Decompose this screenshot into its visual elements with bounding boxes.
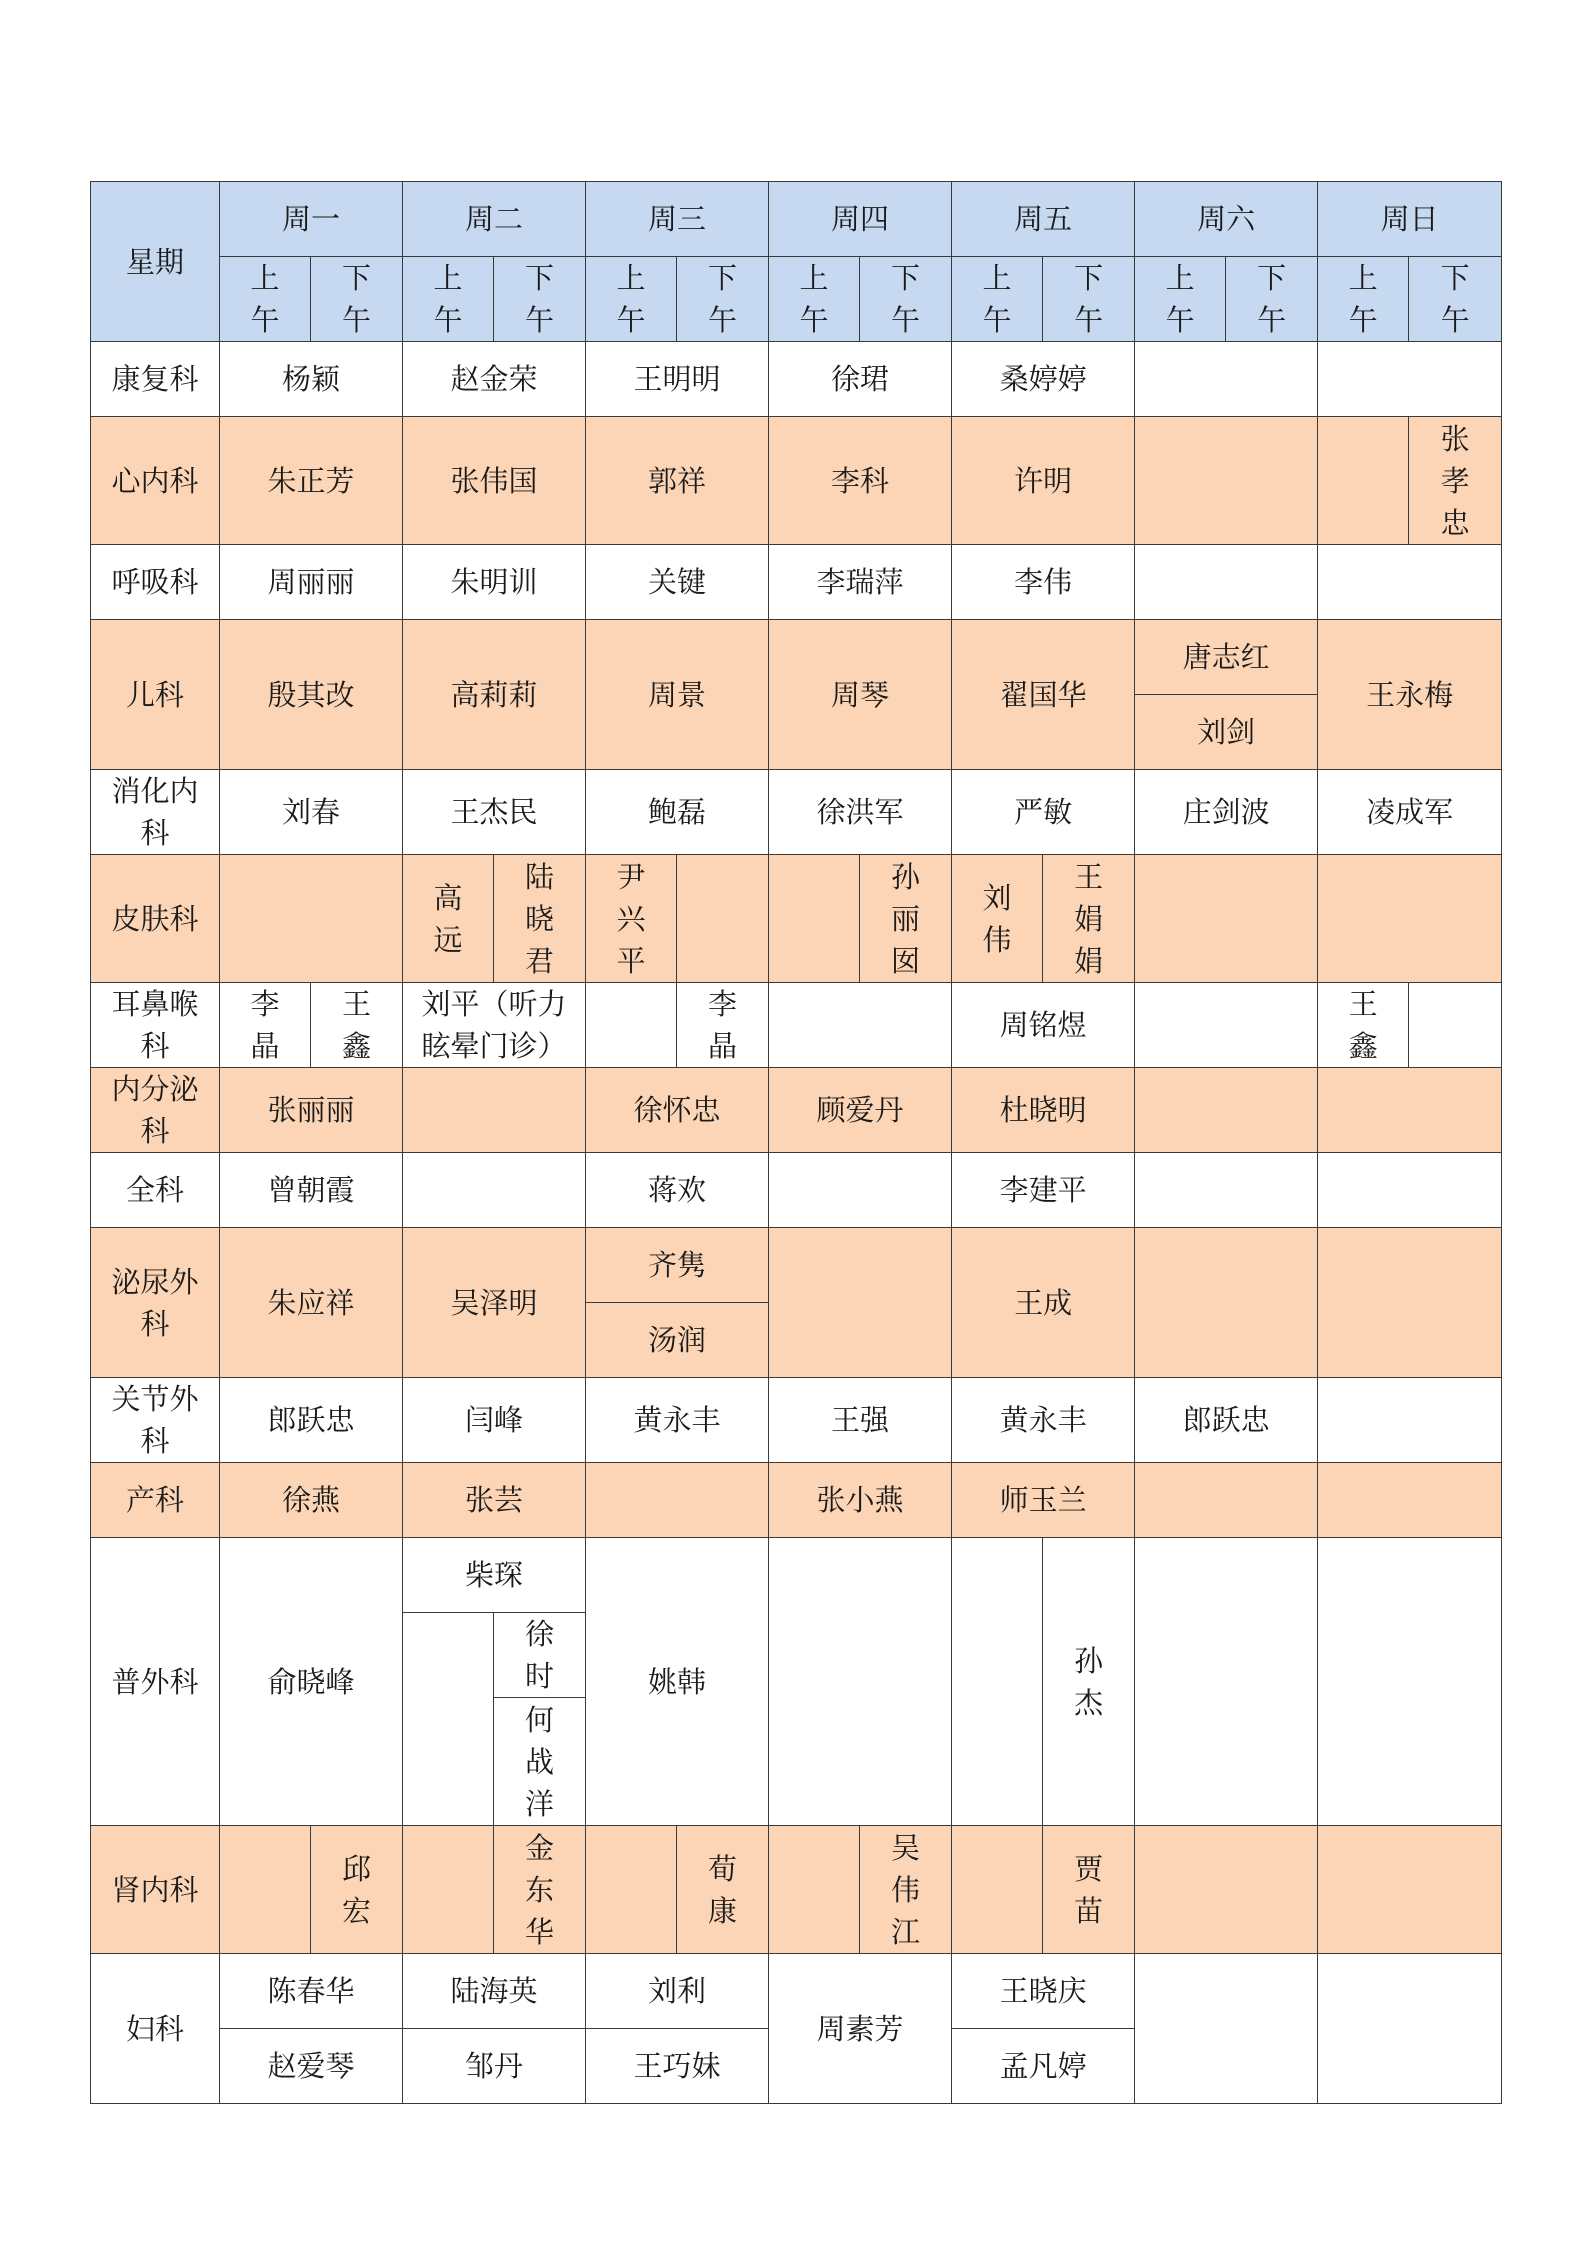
doctor-cell: 杨颖 xyxy=(220,342,403,417)
dept-name: 耳鼻喉 科 xyxy=(91,983,220,1068)
doctor-cell: 陈春华 xyxy=(220,1954,403,2029)
row-xiaohua xyxy=(91,770,1502,855)
doctor-cell: 陆 晓 君 xyxy=(494,855,586,983)
doctor-cell: 张 孝 忠 xyxy=(1409,417,1502,545)
empty-cell xyxy=(1318,1228,1502,1378)
doctor-cell: 齐隽 xyxy=(586,1228,769,1303)
doctor-cell: 荀 康 xyxy=(677,1826,769,1954)
empty-cell xyxy=(1135,1068,1318,1153)
doctor-cell: 刘 伟 xyxy=(952,855,1043,983)
doctor-cell: 孙 杰 xyxy=(1043,1538,1135,1826)
empty-cell xyxy=(769,1153,952,1228)
day-header-fri: 周五 xyxy=(952,182,1135,257)
empty-cell xyxy=(1135,1153,1318,1228)
empty-cell xyxy=(403,1153,586,1228)
row-fuke xyxy=(91,1954,1502,2029)
header-row-days xyxy=(91,182,1502,257)
empty-cell xyxy=(677,855,769,983)
doctor-cell: 周丽丽 xyxy=(220,545,403,620)
doctor-cell: 吴 伟 江 xyxy=(860,1826,952,1954)
doctor-cell: 周铭煜 xyxy=(952,983,1135,1068)
doctor-cell: 周素芳 xyxy=(769,1954,952,2104)
empty-cell xyxy=(403,1068,586,1153)
dept-name: 关节外 科 xyxy=(91,1378,220,1463)
doctor-cell: 张伟国 xyxy=(403,417,586,545)
header-row-halfday xyxy=(91,257,1502,342)
empty-cell xyxy=(1318,1068,1502,1153)
row-xinnei xyxy=(91,417,1502,545)
doctor-cell: 徐燕 xyxy=(220,1463,403,1538)
pm-label: 下 午 xyxy=(494,257,586,342)
doctor-cell: 桑婷婷 xyxy=(952,342,1135,417)
doctor-cell: 殷其改 xyxy=(220,620,403,770)
pm-label: 下 午 xyxy=(1409,257,1502,342)
doctor-cell: 王 娟 娟 xyxy=(1043,855,1135,983)
doctor-cell: 杜晓明 xyxy=(952,1068,1135,1153)
dept-name: 儿科 xyxy=(91,620,220,770)
empty-cell xyxy=(952,1826,1043,1954)
day-header-sat: 周六 xyxy=(1135,182,1318,257)
doctor-cell: 李 晶 xyxy=(677,983,769,1068)
dept-name: 内分泌 科 xyxy=(91,1068,220,1153)
empty-cell xyxy=(769,983,952,1068)
doctor-cell: 周琴 xyxy=(769,620,952,770)
doctor-cell: 刘利 xyxy=(586,1954,769,2029)
doctor-cell: 朱应祥 xyxy=(220,1228,403,1378)
empty-cell xyxy=(769,1228,952,1378)
doctor-cell: 刘平（听力 眩晕门诊） xyxy=(403,983,586,1068)
doctor-cell: 顾爱丹 xyxy=(769,1068,952,1153)
doctor-cell: 邱 宏 xyxy=(311,1826,403,1954)
doctor-cell: 王成 xyxy=(952,1228,1135,1378)
doctor-cell: 汤润 xyxy=(586,1303,769,1378)
doctor-cell: 孙 丽 囡 xyxy=(860,855,952,983)
dept-name: 妇科 xyxy=(91,1954,220,2104)
empty-cell xyxy=(1135,1538,1318,1826)
empty-cell xyxy=(1318,417,1409,545)
doctor-cell: 翟国华 xyxy=(952,620,1135,770)
doctor-cell: 徐怀忠 xyxy=(586,1068,769,1153)
doctor-cell: 王永梅 xyxy=(1318,620,1502,770)
doctor-cell: 唐志红 xyxy=(1135,620,1318,695)
doctor-cell: 吴泽明 xyxy=(403,1228,586,1378)
doctor-cell: 李瑞萍 xyxy=(769,545,952,620)
empty-cell xyxy=(1318,1378,1502,1463)
am-label: 上 午 xyxy=(1135,257,1226,342)
doctor-cell: 赵金荣 xyxy=(403,342,586,417)
row-kangfu xyxy=(91,342,1502,417)
doctor-cell: 徐洪军 xyxy=(769,770,952,855)
doctor-cell: 郎跃忠 xyxy=(220,1378,403,1463)
doctor-cell: 姚韩 xyxy=(586,1538,769,1826)
row-guanjie xyxy=(91,1378,1502,1463)
row-puwai xyxy=(91,1538,1502,1613)
row-miniao xyxy=(91,1228,1502,1303)
pm-label: 下 午 xyxy=(1043,257,1135,342)
doctor-cell: 王巧妹 xyxy=(586,2029,769,2104)
doctor-cell: 李 晶 xyxy=(220,983,311,1068)
row-erke xyxy=(91,620,1502,695)
doctor-cell: 徐 时 xyxy=(494,1613,586,1698)
pm-label: 下 午 xyxy=(860,257,952,342)
doctor-cell: 王杰民 xyxy=(403,770,586,855)
doctor-cell: 柴琛 xyxy=(403,1538,586,1613)
doctor-cell: 闫峰 xyxy=(403,1378,586,1463)
doctor-cell: 王明明 xyxy=(586,342,769,417)
empty-cell xyxy=(1135,1463,1318,1538)
weekday-label: 星期 xyxy=(91,182,220,342)
empty-cell xyxy=(1318,342,1502,417)
empty-cell xyxy=(1135,545,1318,620)
empty-cell xyxy=(1409,983,1502,1068)
empty-cell xyxy=(1135,1228,1318,1378)
dept-name: 全科 xyxy=(91,1153,220,1228)
empty-cell xyxy=(1318,1153,1502,1228)
doctor-cell: 郎跃忠 xyxy=(1135,1378,1318,1463)
empty-cell xyxy=(1318,855,1502,983)
dept-name: 心内科 xyxy=(91,417,220,545)
doctor-cell: 高莉莉 xyxy=(403,620,586,770)
doctor-cell: 张小燕 xyxy=(769,1463,952,1538)
doctor-cell: 张芸 xyxy=(403,1463,586,1538)
doctor-cell: 黄永丰 xyxy=(952,1378,1135,1463)
doctor-cell: 贾 苗 xyxy=(1043,1826,1135,1954)
row-neifen xyxy=(91,1068,1502,1153)
dept-name: 呼吸科 xyxy=(91,545,220,620)
empty-cell xyxy=(1135,1826,1318,1954)
doctor-cell: 孟凡婷 xyxy=(952,2029,1135,2104)
doctor-cell: 严敏 xyxy=(952,770,1135,855)
pm-label: 下 午 xyxy=(1226,257,1318,342)
empty-cell xyxy=(769,1538,952,1826)
doctor-cell: 许明 xyxy=(952,417,1135,545)
doctor-cell: 王强 xyxy=(769,1378,952,1463)
day-header-mon: 周一 xyxy=(220,182,403,257)
empty-cell xyxy=(220,1826,311,1954)
empty-cell xyxy=(769,855,860,983)
dept-name: 皮肤科 xyxy=(91,855,220,983)
doctor-cell: 朱明训 xyxy=(403,545,586,620)
row-pifu xyxy=(91,855,1502,983)
doctor-cell: 蒋欢 xyxy=(586,1153,769,1228)
doctor-cell: 李伟 xyxy=(952,545,1135,620)
empty-cell xyxy=(1318,1826,1502,1954)
empty-cell xyxy=(1318,1538,1502,1826)
empty-cell xyxy=(769,1826,860,1954)
empty-cell xyxy=(1318,545,1502,620)
dept-name: 肾内科 xyxy=(91,1826,220,1954)
am-label: 上 午 xyxy=(1318,257,1409,342)
dept-name: 普外科 xyxy=(91,1538,220,1826)
empty-cell xyxy=(1135,417,1318,545)
empty-cell xyxy=(1135,855,1318,983)
empty-cell xyxy=(403,1613,494,1826)
doctor-cell: 李建平 xyxy=(952,1153,1135,1228)
am-label: 上 午 xyxy=(220,257,311,342)
doctor-cell: 赵爱琴 xyxy=(220,2029,403,2104)
doctor-cell: 周景 xyxy=(586,620,769,770)
day-header-sun: 周日 xyxy=(1318,182,1502,257)
doctor-cell: 师玉兰 xyxy=(952,1463,1135,1538)
doctor-cell: 曾朝霞 xyxy=(220,1153,403,1228)
empty-cell xyxy=(586,1463,769,1538)
doctor-cell: 庄剑波 xyxy=(1135,770,1318,855)
doctor-cell: 邹丹 xyxy=(403,2029,586,2104)
doctor-cell: 徐珺 xyxy=(769,342,952,417)
empty-cell xyxy=(1135,983,1318,1068)
doctor-cell: 郭祥 xyxy=(586,417,769,545)
empty-cell xyxy=(586,1826,677,1954)
doctor-cell: 李科 xyxy=(769,417,952,545)
dept-name: 康复科 xyxy=(91,342,220,417)
doctor-cell: 关键 xyxy=(586,545,769,620)
doctor-cell: 高 远 xyxy=(403,855,494,983)
am-label: 上 午 xyxy=(769,257,860,342)
doctor-cell: 鲍磊 xyxy=(586,770,769,855)
empty-cell xyxy=(1135,342,1318,417)
empty-cell xyxy=(952,1538,1043,1826)
empty-cell xyxy=(1318,1954,1502,2104)
empty-cell xyxy=(1135,1954,1318,2104)
row-erbi xyxy=(91,983,1502,1068)
clinic-schedule-table xyxy=(90,181,1502,2104)
pm-label: 下 午 xyxy=(677,257,769,342)
empty-cell xyxy=(586,983,677,1068)
day-header-thu: 周四 xyxy=(769,182,952,257)
doctor-cell: 朱正芳 xyxy=(220,417,403,545)
row-shennei xyxy=(91,1826,1502,1954)
doctor-cell: 尹 兴 平 xyxy=(586,855,677,983)
doctor-cell: 俞晓峰 xyxy=(220,1538,403,1826)
day-header-wed: 周三 xyxy=(586,182,769,257)
doctor-cell: 刘剑 xyxy=(1135,695,1318,770)
pm-label: 下 午 xyxy=(311,257,403,342)
empty-cell xyxy=(403,1826,494,1954)
dept-name: 消化内 科 xyxy=(91,770,220,855)
row-chanke xyxy=(91,1463,1502,1538)
dept-name: 产科 xyxy=(91,1463,220,1538)
dept-name: 泌尿外 科 xyxy=(91,1228,220,1378)
doctor-cell: 刘春 xyxy=(220,770,403,855)
am-label: 上 午 xyxy=(403,257,494,342)
doctor-cell: 王 鑫 xyxy=(311,983,403,1068)
empty-cell xyxy=(1318,1463,1502,1538)
am-label: 上 午 xyxy=(586,257,677,342)
doctor-cell: 王 鑫 xyxy=(1318,983,1409,1068)
row-huxi xyxy=(91,545,1502,620)
doctor-cell: 黄永丰 xyxy=(586,1378,769,1463)
doctor-cell: 陆海英 xyxy=(403,1954,586,2029)
empty-cell xyxy=(220,855,403,983)
doctor-cell: 凌成军 xyxy=(1318,770,1502,855)
doctor-cell: 何 战 洋 xyxy=(494,1698,586,1826)
am-label: 上 午 xyxy=(952,257,1043,342)
row-quanke xyxy=(91,1153,1502,1228)
doctor-cell: 王晓庆 xyxy=(952,1954,1135,2029)
day-header-tue: 周二 xyxy=(403,182,586,257)
doctor-cell: 张丽丽 xyxy=(220,1068,403,1153)
doctor-cell: 金 东 华 xyxy=(494,1826,586,1954)
